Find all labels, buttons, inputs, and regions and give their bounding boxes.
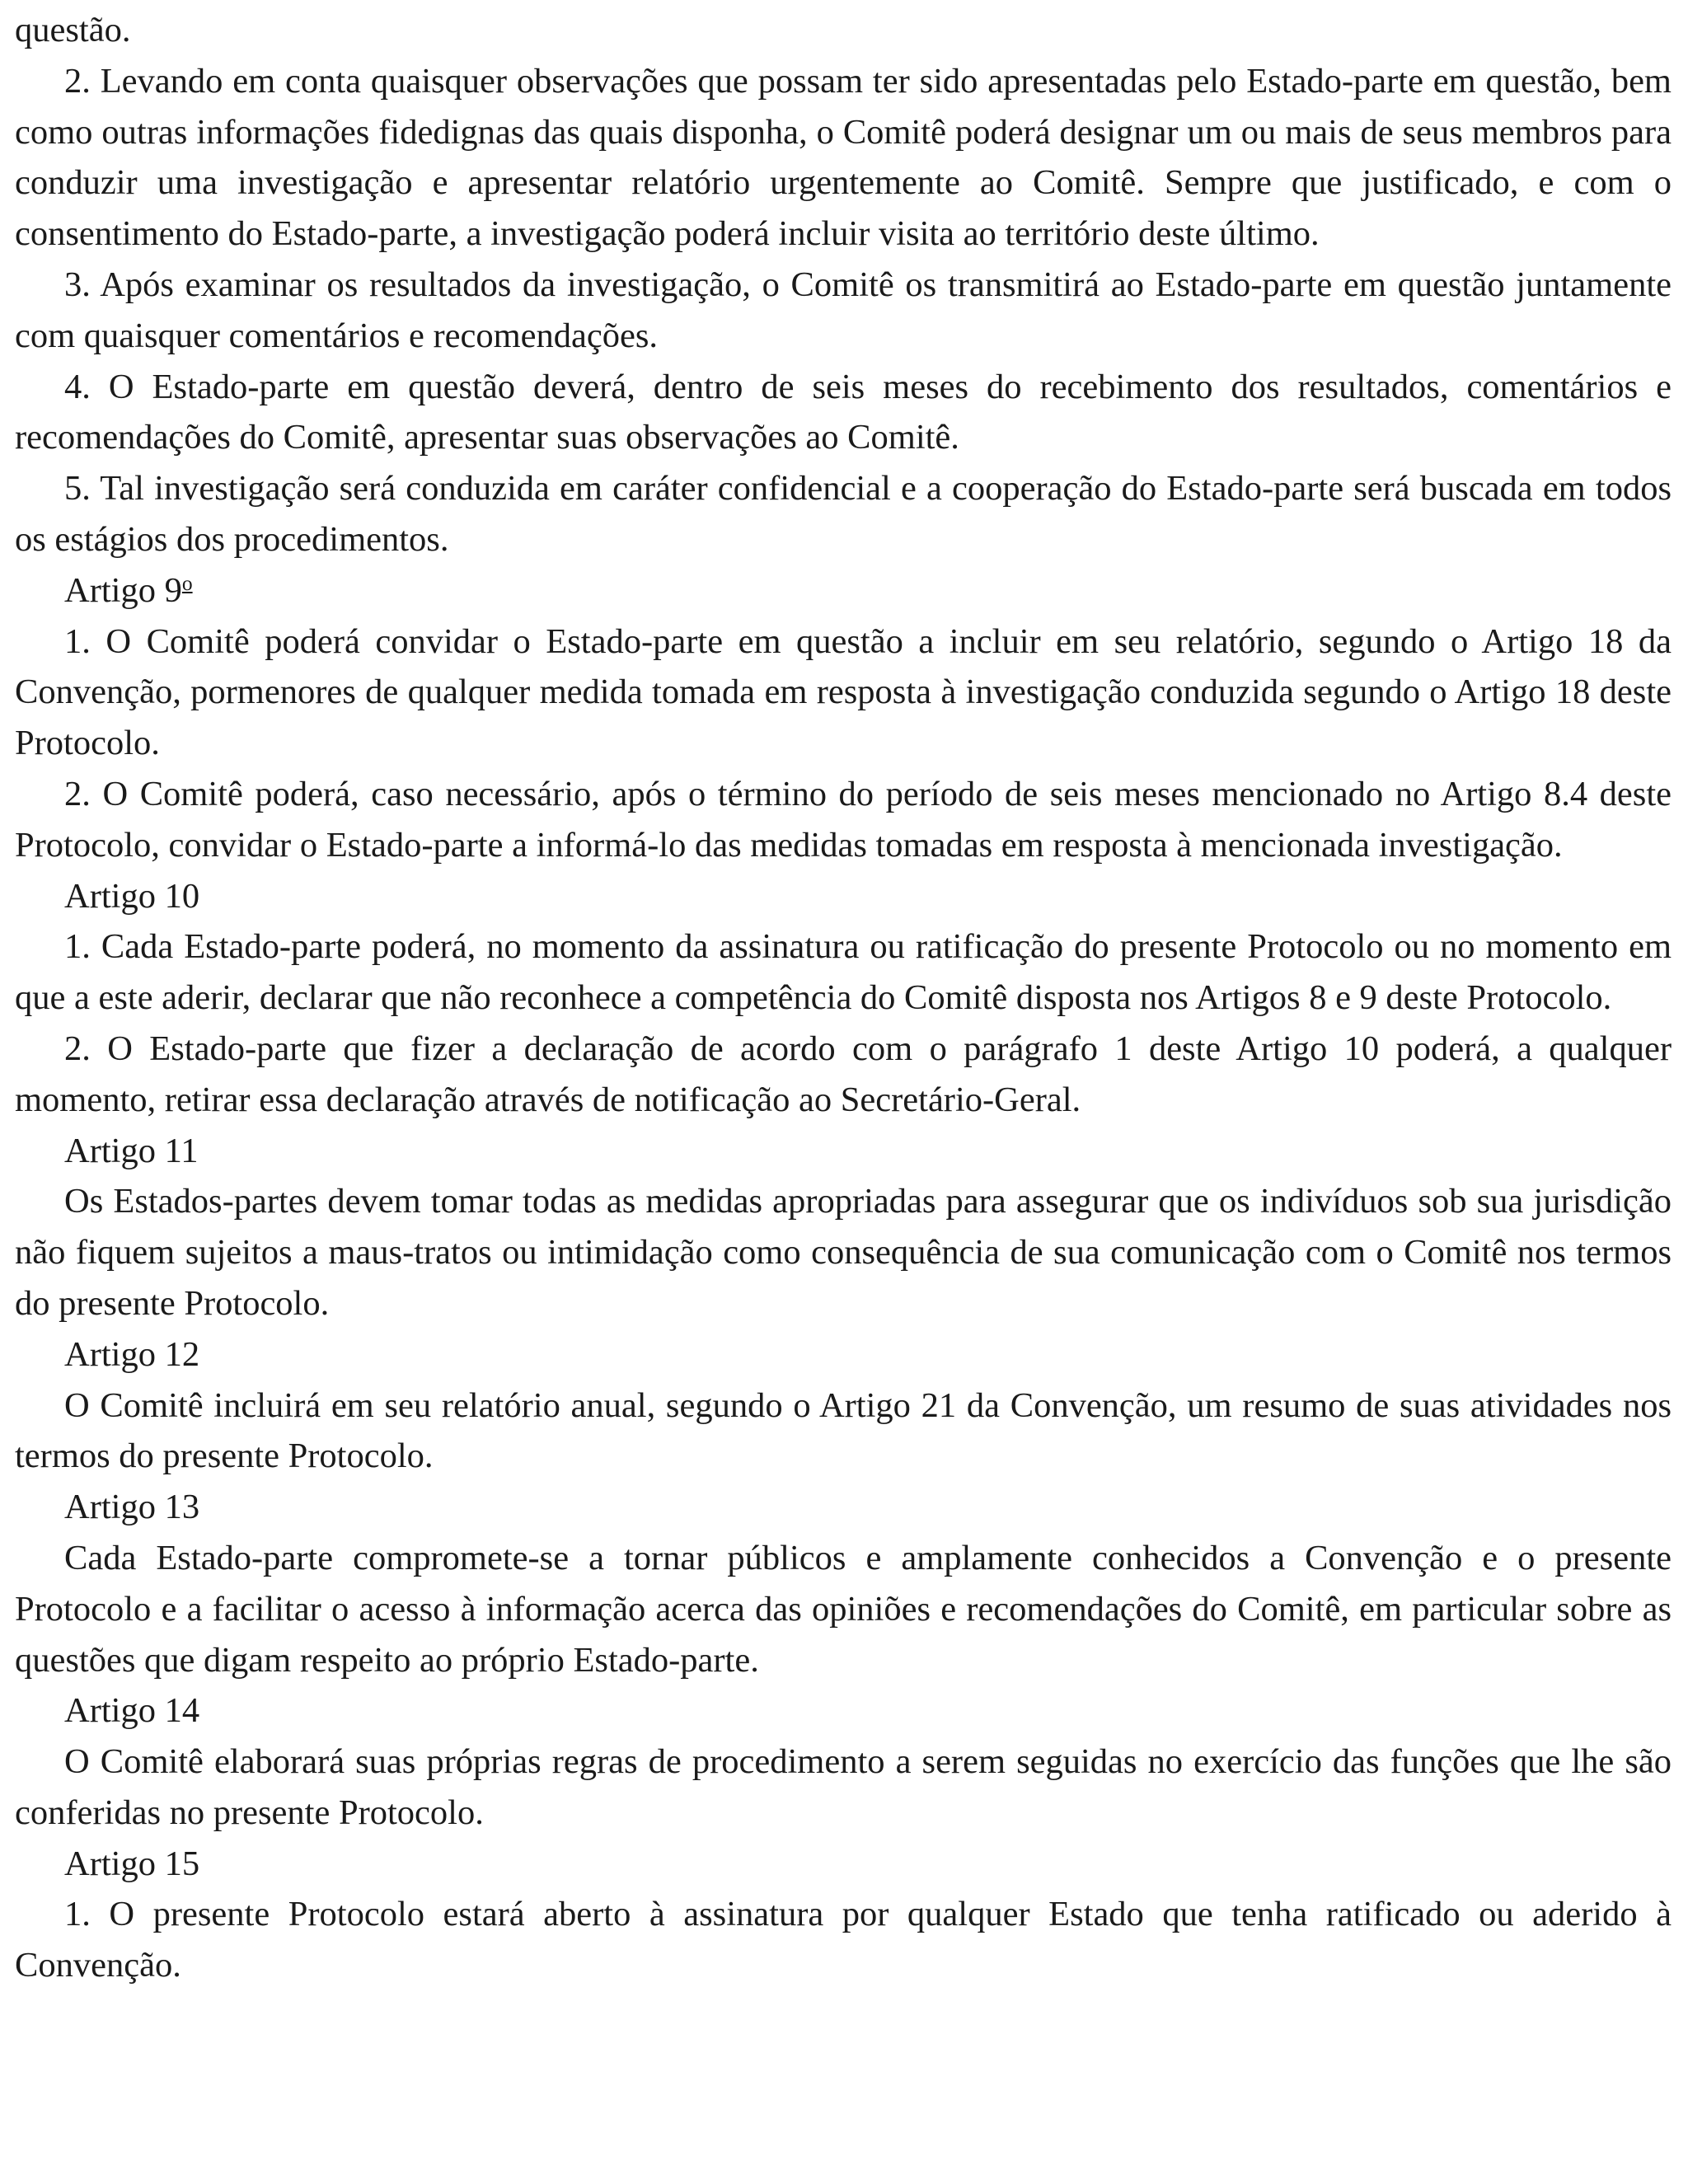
art15-heading: Artigo 15 (64, 1844, 200, 1883)
art14-paragraph-1: O Comitê elaborará suas próprias regras de procedimento a serem seguidas no exercício das funções que lhe são conferidas no presente Protocolo. (15, 1742, 1672, 1832)
art8-paragraph-3: 3. Após examinar os resultados da investigação, o Comitê os transmitirá ao Estado-parte em questão juntamente com quaisquer comentários e recomendações. (15, 265, 1672, 355)
art13-heading: Artigo 13 (64, 1488, 200, 1527)
art11-heading: Artigo 11 (64, 1131, 199, 1170)
art12-heading: Artigo 12 (64, 1334, 200, 1374)
art9-heading-text: Artigo 9 (64, 570, 182, 610)
document-page (15, 5, 1672, 1991)
continuation-line: questão. (15, 11, 131, 49)
art10-paragraph-1: 1. Cada Estado-parte poderá, no momento da assinatura ou ratificação do presente Protocolo ou no momento em que a este aderir, declarar que não reconhece a competência do Comitê disposta nos Artigos 8 e 9 deste Protocolo. (15, 927, 1672, 1018)
art9-paragraph-2: 2. O Comitê poderá, caso necessário, após o término do período de seis meses mencionado no Artigo 8.4 deste Protocolo, convidar o Estado-parte a informá-lo das medidas tomadas em resposta à mencionada investigação. (15, 774, 1672, 865)
art8-paragraph-2: 2. Levando em conta quaisquer observações que possam ter sido apresentadas pelo Estado-parte em questão, bem como outras informações fidedignas das quais disponha, o Comitê poderá designar um ou mais de seus membros para conduzir uma investigação e apresentar relatório urgentemente ao Comitê. Sempre que justificado, e com o consentimento do Estado-parte, a investigação poderá incluir visita ao território deste último. (15, 61, 1672, 254)
art9-paragraph-1: 1. O Comitê poderá convidar o Estado-parte em questão a incluir em seu relatório, segundo o Artigo 18 da Convenção, pormenores de qualquer medida tomada em resposta à investigação conduzida segundo o Artigo 18 deste Protocolo. (15, 621, 1672, 763)
art8-paragraph-5: 5. Tal investigação será conduzida em caráter confidencial e a cooperação do Estado-parte será buscada em todos os estágios dos procedimentos. (15, 469, 1672, 559)
art10-heading: Artigo 10 (64, 876, 200, 916)
art13-paragraph-1: Cada Estado-parte compromete-se a tornar públicos e amplamente conhecidos a Convenção e o presente Protocolo e a facilitar o acesso à informação acerca das opiniões e recomendações do Comitê, em particular sobre as questões que digam respeito ao próprio Estado-parte. (15, 1538, 1672, 1680)
art15-paragraph-1: 1. O presente Protocolo estará aberto à assinatura por qualquer Estado que tenha ratificado ou aderido à Convenção. (15, 1895, 1672, 1985)
art14-heading: Artigo 14 (64, 1691, 200, 1731)
art10-paragraph-2: 2. O Estado-parte que fizer a declaração de acordo com o parágrafo 1 deste Artigo 10 poderá, a qualquer momento, retirar essa declaração através de notificação ao Secretário-Geral. (15, 1029, 1672, 1119)
art9-ordinal: o (181, 570, 193, 595)
art9-heading (15, 565, 1672, 616)
art11-paragraph-1: Os Estados-partes devem tomar todas as medidas apropriadas para assegurar que os indivíduos sob sua jurisdição não fiquem sujeitos a maus-tratos ou intimidação como consequência de sua comunicação com o Comitê nos termos do presente Protocolo. (15, 1182, 1672, 1323)
art8-paragraph-4: 4. O Estado-parte em questão deverá, dentro de seis meses do recebimento dos resultados, comentários e recomendações do Comitê, apresentar suas observações ao Comitê. (15, 367, 1672, 457)
art12-paragraph-1: O Comitê incluirá em seu relatório anual, segundo o Artigo 21 da Convenção, um resumo de suas atividades nos termos do presente Protocolo. (15, 1385, 1672, 1476)
